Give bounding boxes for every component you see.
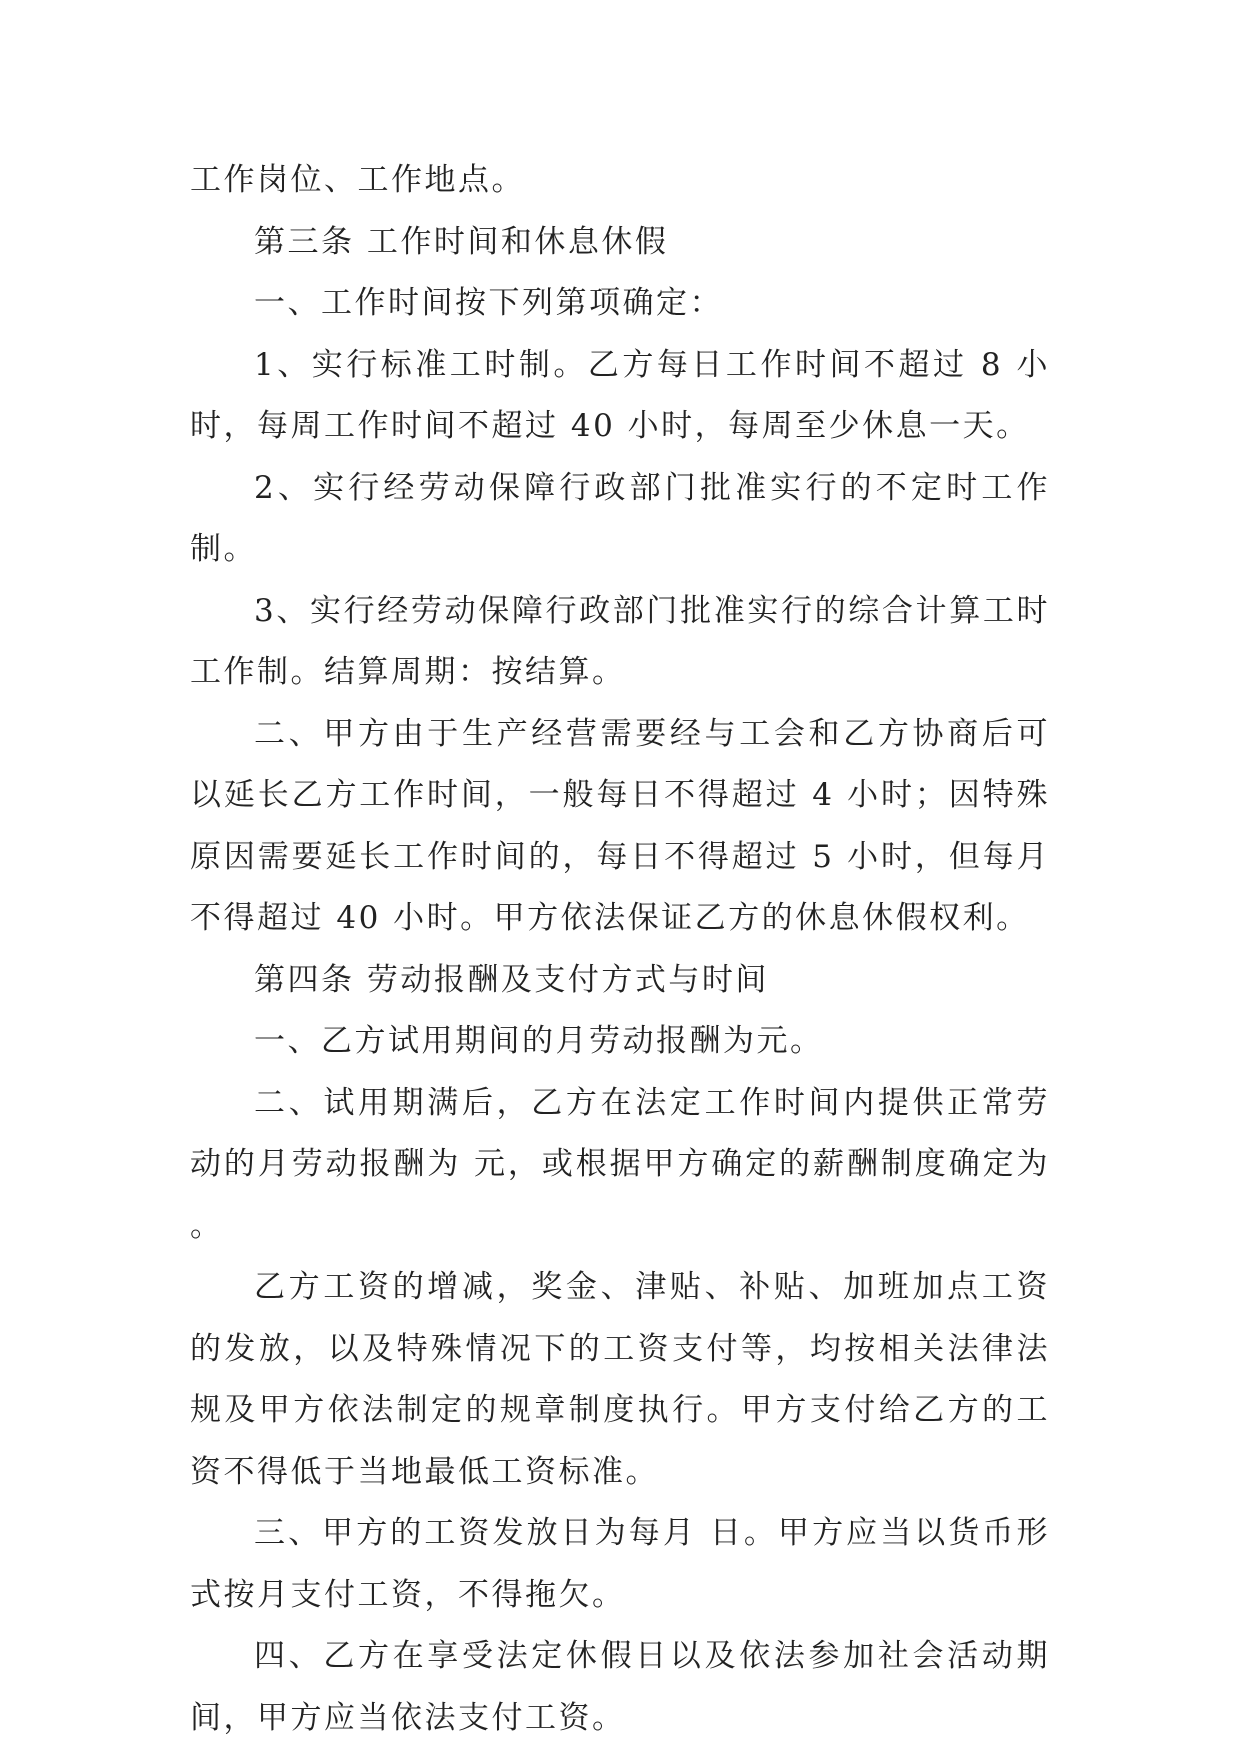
paragraph-flexible-hours: 2、实行经劳动保障行政部门批准实行的不定时工作制。	[190, 469, 1050, 567]
paragraph-holiday-pay: 四、乙方在享受法定休假日以及依法参加社会活动期间，甲方应当依法支付工资。	[190, 1638, 1050, 1736]
paragraph-probation-pay: 一、乙方试用期间的月劳动报酬为元。	[254, 1023, 824, 1059]
paragraph-work-location: 工作岗位、工作地点。	[190, 162, 525, 198]
paragraph-overtime-limits: 二、甲方由于生产经营需要经与工会和乙方协商后可以延长乙方工作时间，一般每日不得超过 4 小时；因特殊原因需要延长工作时间的，每日不得超过 5 小时，但每月不得超过 40 小时。甲方依法保证乙方的休息休假权利。	[190, 715, 1050, 936]
paragraph-working-hours-intro: 一、工作时间按下列第项确定：	[254, 285, 723, 321]
paragraph-standard-hours: 1、实行标准工时制。乙方每日工作时间不超过 8 小时，每周工作时间不超过 40 小时，每周至少休息一天。	[190, 346, 1050, 444]
heading-article-4-remuneration: 第四条 劳动报酬及支付方式与时间	[254, 961, 769, 998]
paragraph-regular-pay: 二、试用期满后，乙方在法定工作时间内提供正常劳动的月劳动报酬为 元，或根据甲方确定的薪酬制度确定为 。	[190, 1084, 1050, 1244]
paragraph-comprehensive-hours: 3、实行经劳动保障行政部门批准实行的综合计算工时工作制。结算周期：按结算。	[190, 592, 1050, 690]
heading-article-3-working-hours: 第三条 工作时间和休息休假	[254, 223, 669, 260]
paragraph-pay-day: 三、甲方的工资发放日为每月 日。甲方应当以货币形式按月支付工资，不得拖欠。	[190, 1515, 1050, 1613]
paragraph-pay-adjustments: 乙方工资的增减，奖金、津贴、补贴、加班加点工资的发放，以及特殊情况下的工资支付等，均按相关法律法规及甲方依法制定的规章制度执行。甲方支付给乙方的工资不得低于当地最低工资标准。	[190, 1269, 1050, 1490]
document-body	[190, 150, 1050, 1749]
